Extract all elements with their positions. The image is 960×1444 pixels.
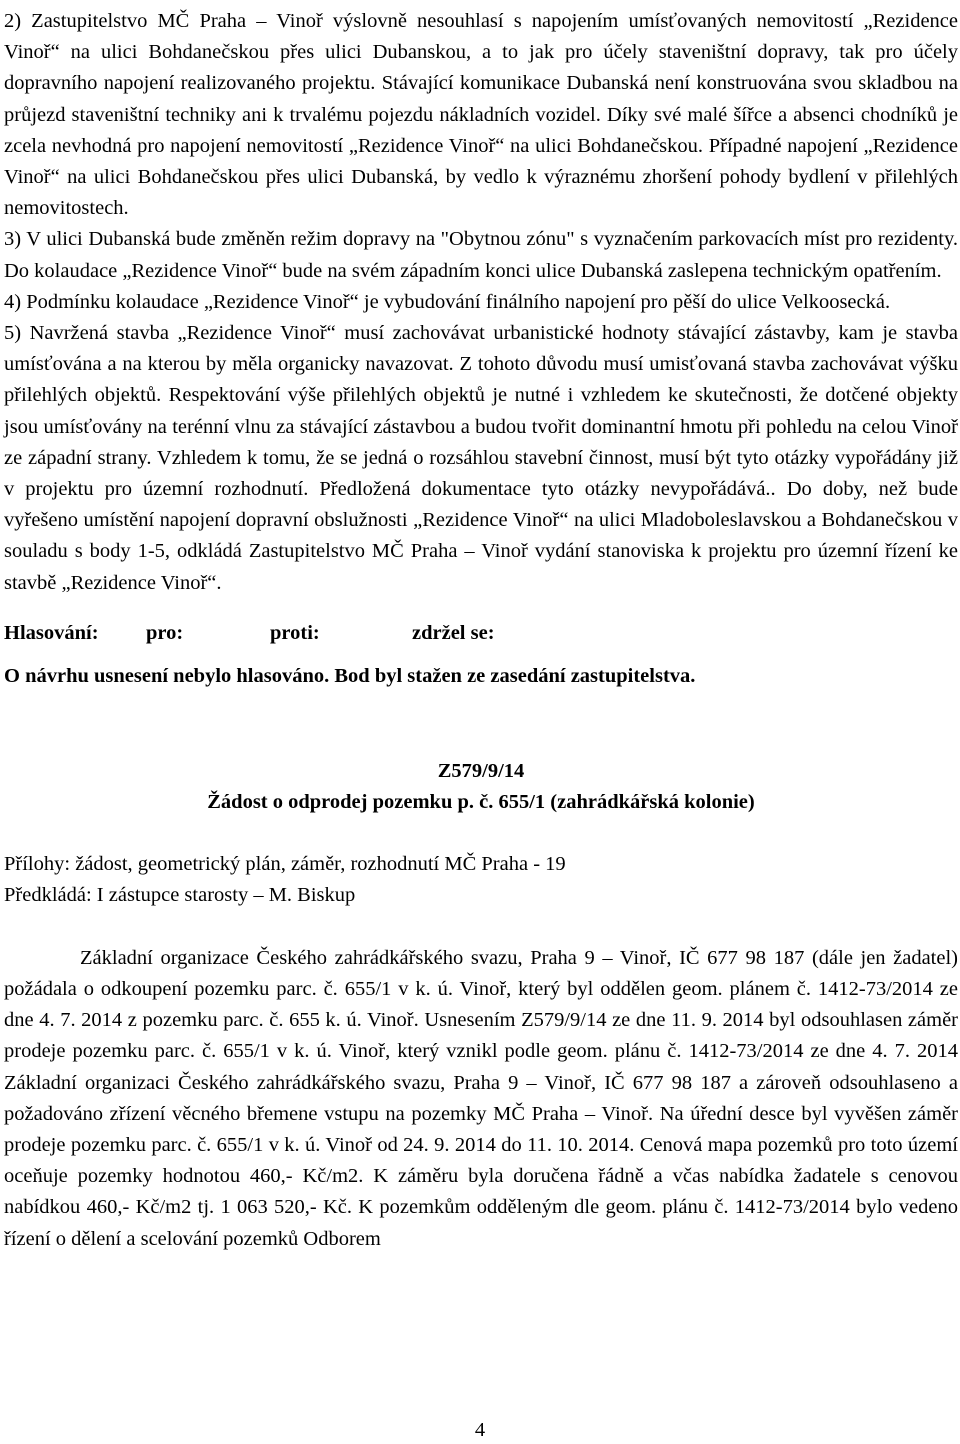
vote-result: O návrhu usnesení nebylo hlasováno. Bod byl stažen ze zasedání zastupitelstva. <box>4 664 696 687</box>
document-page <box>4 6 958 1255</box>
paragraph-point-3: 3) V ulici Dubanská bude změněn režim dopravy na "Obytnou zónu" s vyznačením parkovacích míst pro rezidenty. Do kolaudace „Rezidence Vinoř“ bude na svém západním konci ulice Dubanská zaslepena technickým opatřením. <box>4 228 958 282</box>
body-paragraph: Základní organizace Českého zahrádkářského svazu, Praha 9 – Vinoř, IČ 677 98 187 (dále jen žadatel) požádala o odkoupení pozemku parc. č. 655/1 v k. ú. Vinoř, který byl oddělen geom. plánem č. 1412-73/2014 ze dne 4. 7. 2014 z pozemku parc. č. 655 k. ú. Vinoř. Usnesením Z579/9/14 ze dne 11. 9. 2014 byl odsouhlasen záměr prodeje pozemku parc. č. 655/1 v k. ú. Vinoř, který vznikl podle geom. plánu č. 1412-73/2014 ze dne 4. 7. 2014 Základní organizaci Českého zahrádkářského svazu, Praha 9 – Vinoř, IČ 677 98 187 a zároveň odsouhlaseno a požadováno zřízení věcného břemene vstupu na pozemky MČ Praha – Vinoř. Na úřední desce byl vyvěšen záměr prodeje pozemku parc. č. 655/1 v k. ú. Vinoř od 24. 9. 2014 do 11. 10. 2014. Cenová mapa pozemků pro toto území oceňuje pozemky hodnotou 460,- Kč/m2. K záměru byla doručena řádně a včas nabídka žadatele s cenovou nabídkou 460,- Kč/m2 tj. 1 063 520,- Kč. K pozemkům odděleným dle geom. plánu č. 1412-73/2014 bylo vedeno řízení o dělení a scelování pozemků Odborem <box>4 946 958 1250</box>
paragraph-point-5: 5) Navržená stavba „Rezidence Vinoř“ musí zachovávat urbanistické hodnoty stávající zástavby, kam je stavba umísťována a na kterou by měla organicky navazovat. Z tohoto důvodu musí umisťovaná stavba zachovávat výšku přilehlých objektů. Respektování výše přilehlých objektů je nutné i vzhledem ke skutečnosti, že dotčené objekty jsou umísťovány na terénní vlnu za stávající zástavbou a budou tvořit dominantní hmotu při pohledu na celou Vinoř ze západní strany. Vzhledem k tomu, že se jedná o rozsáhlou stavební činnost, musí být tyto otázky vypořádány již v projektu pro územní rozhodnutí. Předložená dokumentace tyto otázky nevypořádává.. Do doby, než bude vyřešeno umístění napojení dopravní obslužnosti „Rezidence Vinoř“ na ulici Mladoboleslavskou a Bohdanečskou v souladu s body 1-5, odkládá Zastupitelstvo MČ Praha – Vinoř vydání stanoviska k projektu pro územní řízení ke stavbě „Rezidence Vinoř“. <box>4 322 958 594</box>
section-title: Žádost o odprodej pozemku p. č. 655/1 (zahrádkářská kolonie) <box>207 790 755 813</box>
vote-abstain: zdržel se: <box>412 621 495 644</box>
vote-against: proti: <box>270 621 320 644</box>
paragraph-point-2: 2) Zastupitelstvo MČ Praha – Vinoř výslovně nesouhlasí s napojením umísťovaných nemovitostí „Rezidence Vinoř“ na ulici Bohdanečskou přes ulici Dubanskou, a to jak pro účely staveništní dopravy, tak pro účely dopravního napojení realizovaného projektu. Stávající komunikace Dubanská není konstruována svou skladbou na průjezd staveništní techniky ani k trvalému pojezdu nákladních vozidel. Díky své malé šířce a absenci chodníků je zcela nevhodná pro napojení nemovitostí „Rezidence Vinoř“ na ulici Bohdanečskou. Případné napojení „Rezidence Vinoř“ na ulici Bohdanečskou přes ulici Dubanská, by vedlo k výraznému zhoršení pohody bydlení v přilehlých nemovitostech. <box>4 10 958 220</box>
submitter-line: Předkládá: I zástupce starosty – M. Biskup <box>4 884 356 907</box>
attachments-line: Přílohy: žádost, geometrický plán, záměr, rozhodnutí MČ Praha - 19 <box>4 852 566 875</box>
page-number: 4 <box>474 1419 486 1441</box>
section-code: Z579/9/14 <box>437 759 525 782</box>
vote-line <box>4 618 958 649</box>
paragraph-point-4: 4) Podmínku kolaudace „Rezidence Vinoř“ je vybudování finálního napojení pro pěší do ulice Velkoosecká. <box>4 290 891 313</box>
vote-for: pro: <box>146 621 184 644</box>
vote-label: Hlasování: <box>4 621 99 644</box>
